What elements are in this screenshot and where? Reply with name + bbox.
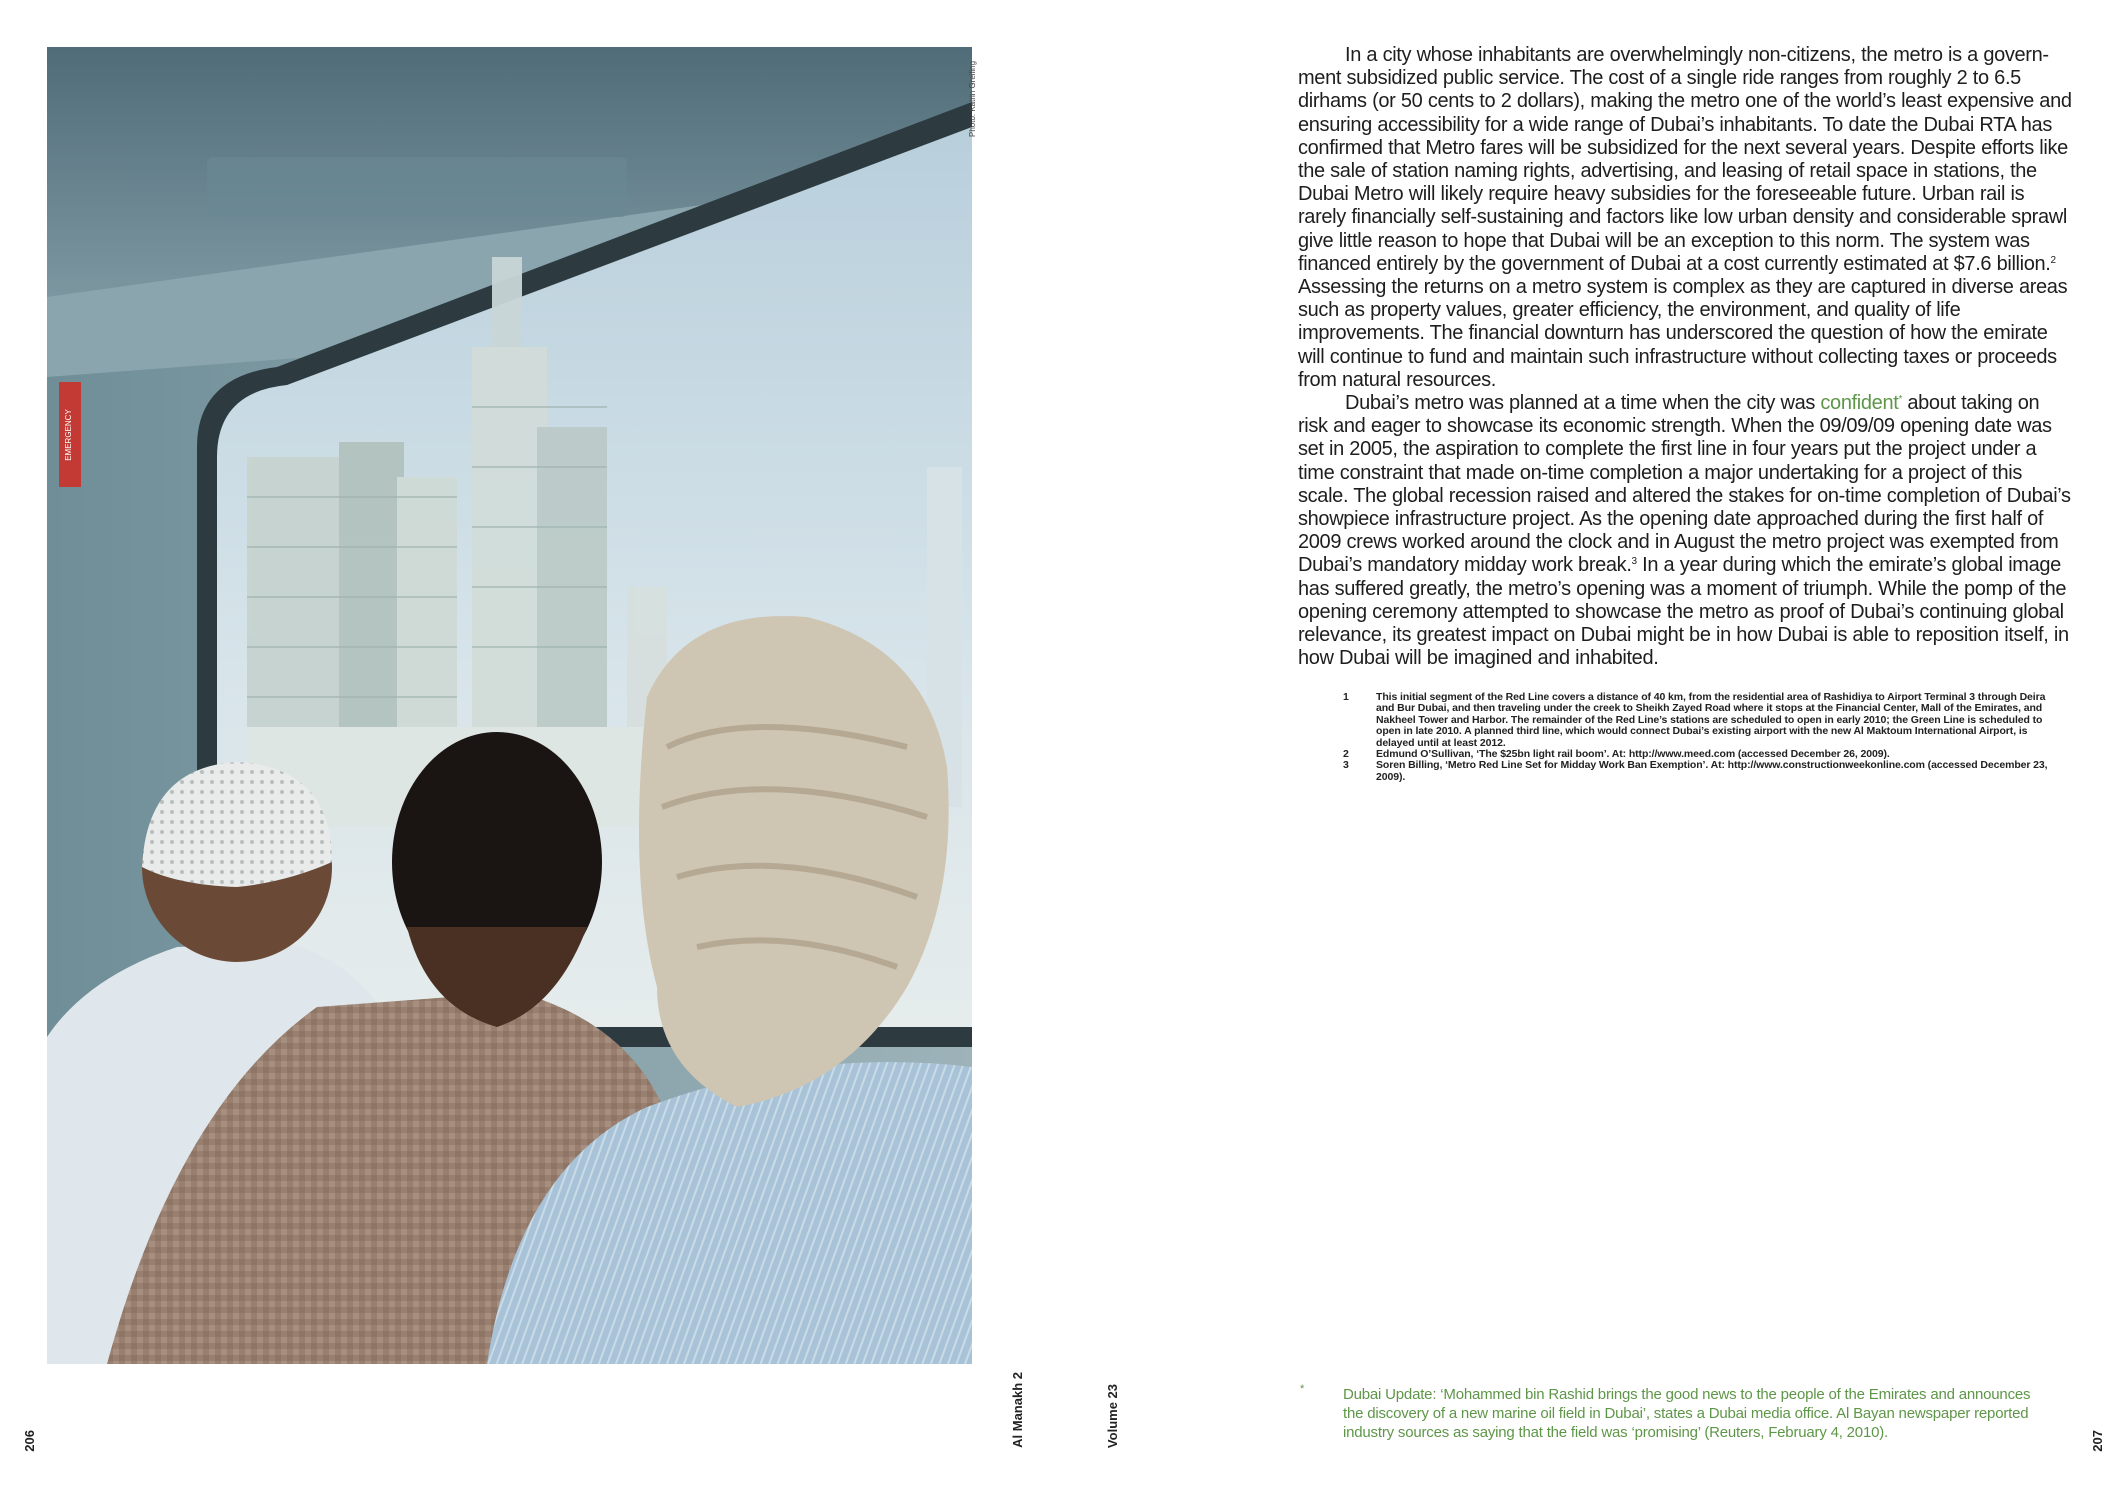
p2-text-b: about taking on risk and eager to showcase its economic strength. When the 09/09/09 opening date was set in 2005, the aspiration to complete the first line in four years put the project under a time constraint that made on-time completion a major undertaking for a project of this scale. The global recession raised and altered the stakes for on-time completion of Dubai’s showpiece infrastructure project. As the opening date approached during the first half of 2009 crews worked around the clock and in August the metro project was exempted from Dubai’s mandatory midday work break. — [1298, 392, 2071, 577]
footnote-item — [1343, 692, 2053, 749]
footnotes — [1343, 692, 2053, 783]
footnote-text: This initial segment of the Red Line covers a distance of 40 km, from the residential area of Rashidiya to Airport Terminal 3 through Deira and Bur Dubai, and then traveling under the creek to Sheikh Zayed Road where it stops at the Financial Center, Mall of the Emirates, and Nakheel Tower and Harbor. The remainder of the Red Line’s stations are scheduled to open in early 2010; the Green Line is scheduled to open in late 2010. A planned third line, which would connect Dubai’s existing airport with the new Al Maktoum International Airport, is delayed until at least 2012. — [1376, 691, 2046, 749]
photo-credit: Photo: Katrin Greiling — [968, 60, 977, 137]
metro-window-photo — [47, 47, 972, 1364]
footnote-text: Soren Billing, ‘Metro Red Line Set for Midday Work Ban Exemption’. At: http://www.constructionweekonline.com (accessed December 23, 2009). — [1376, 759, 2048, 783]
page-number-right: 207 — [2090, 1430, 2105, 1452]
highlight-confident: confident — [1820, 392, 1899, 415]
margin-note: Dubai Update: ‘Mohammed bin Rashid brings the good news to the people of the Emirates and announces the discovery of a new marine oil field in Dubai’, states a Dubai media office. Al Bayan newspaper reported industry sources as saying that the field was ‘promising’ (Reuters, February 4, 2010). — [1343, 1386, 2031, 1441]
footnote-ref-2: 2 — [2050, 254, 2056, 266]
page-number-left: 206 — [22, 1430, 37, 1452]
footnote-number: 2 — [1343, 748, 1349, 761]
paragraph-1 — [1298, 44, 2074, 392]
photo-illustration — [47, 47, 972, 1364]
p2-text-a: Dubai’s metro was planned at a time when the city was — [1345, 392, 1821, 415]
svg-text:EMERGENCY: EMERGENCY — [64, 409, 73, 461]
paragraph-2 — [1298, 392, 2074, 670]
margin-note-mark: * — [1300, 1383, 1305, 1395]
magazine-title: Al Manakh 2 — [1010, 1372, 1025, 1448]
p2-text-c: In a year during which the emirate’s global image has suffered greatly, the metro’s opening was a moment of triumph. While the pomp of the opening ceremony attempted to showcase the metro as proof of Dubai’s continuing global relevance, its greatest impact on Dubai might be in how Dubai is able to reposition itself, in how Dubai will be imagined and inhabited. — [1298, 554, 2069, 670]
footnote-text: Edmund O’Sullivan, ‘The $25bn light rail boom’. At: http://www.meed.com (accessed December 26, 2009). — [1376, 748, 1890, 761]
article-body — [1298, 44, 2074, 670]
volume-label: Volume 23 — [1105, 1384, 1120, 1449]
footnote-number: 1 — [1343, 691, 1349, 703]
footnote-ref-3: 3 — [1631, 556, 1637, 568]
footnote-item — [1343, 760, 2053, 783]
footnote-number: 3 — [1343, 759, 1349, 772]
margin-note-ref: * — [1898, 394, 1902, 406]
p1-text-b: Assessing the returns on a metro system is complex as they are captured in diverse areas such as property values, greater efficiency, the environment, and quality of life improvements. The financial downturn has underscored the question of how the emirate will continue to fund and maintain such infrastructure without collecting taxes or proceeds from natural resources. — [1298, 276, 2068, 391]
p1-text-a: In a city whose inhabitants are overwhelmingly non-citizens, the metro is a government subsidized public service. The cost of a single ride ranges from roughly 2 to 6.5 dirhams (or 50 cents to 2 dollars), making the metro one of the world’s least expensive and ensuring accessibility for a wide range of Dubai’s inhabitants. To date the Dubai RTA has confirmed that Metro fares will be subsidized for the next several years. Despite efforts like the sale of station naming rights, advertising, and leasing of retail space in stations, the Dubai Metro will likely require heavy subsidies for the foreseeable future. Urban rail is rarely financially self-sustaining and factors like low urban density and considerable sprawl give little reason to hope that Dubai will be an exception to this norm. The system was financed entirely by the government of Dubai at a cost currently estimated at $7.6 billion. — [1298, 44, 2072, 275]
